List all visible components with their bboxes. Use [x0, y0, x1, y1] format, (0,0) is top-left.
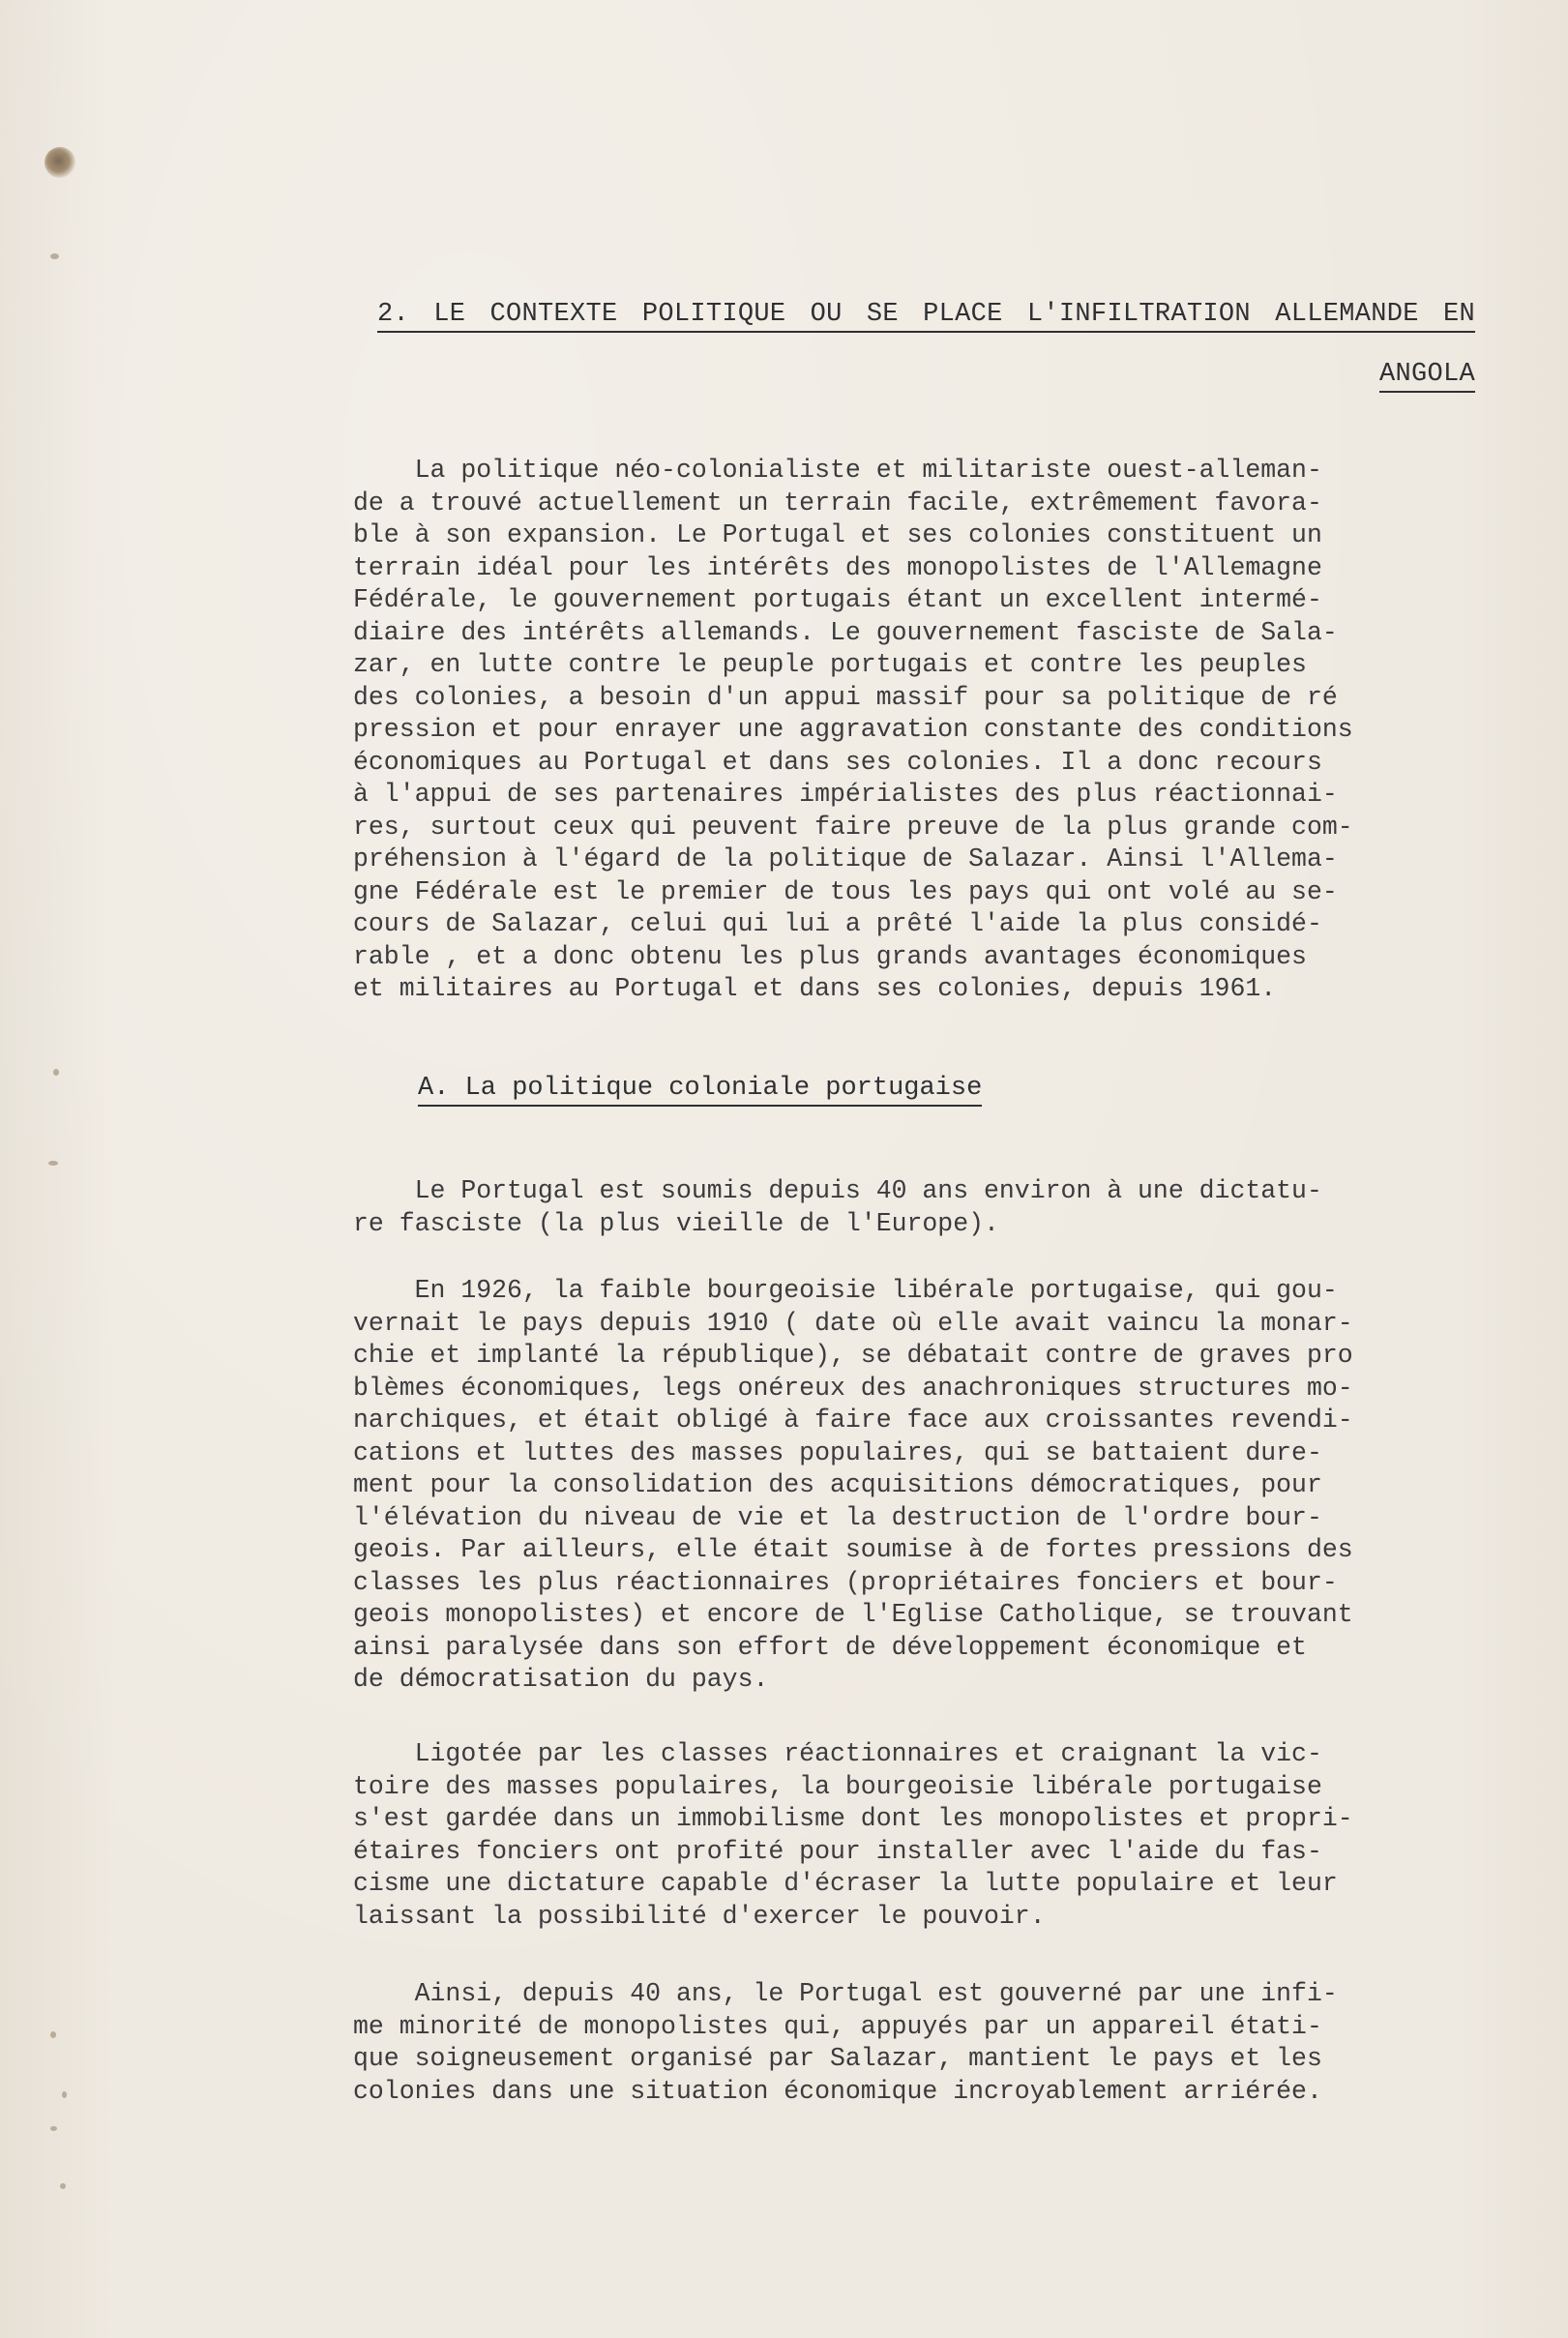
text-line: étaires fonciers ont profité pour installer avec l'aide du fas- — [353, 1836, 1322, 1866]
text-line: Fédérale, le gouvernement portugais étant un excellent intermé- — [353, 585, 1322, 614]
text-line: terrain idéal pour les intérêts des monopolistes de l'Allemagne — [353, 552, 1322, 582]
section-heading-line1 — [377, 300, 1475, 333]
text-line: ble à son expansion. Le Portugal et ses colonies constituent un — [353, 520, 1322, 549]
text-line: vernait le pays depuis 1910 ( date où elle avait vaincu la monar- — [353, 1308, 1353, 1338]
text-line: l'élévation du niveau de vie et la destruction de l'ordre bour- — [353, 1502, 1322, 1532]
heading-word: EN — [1442, 300, 1475, 329]
subsection-heading — [418, 1074, 982, 1103]
text-line: gne Fédérale est le premier de tous les pays qui ont volé au se- — [353, 876, 1338, 906]
text-line: res, surtout ceux qui peuvent faire preuve de la plus grande com- — [353, 812, 1353, 842]
text-line: rable , et a donc obtenu les plus grands avantages économiques — [353, 941, 1307, 971]
text-line: des colonies, a besoin d'un appui massif pour sa politique de ré — [353, 682, 1338, 712]
text-line: geois. Par ailleurs, elle était soumise à de fortes pressions des — [353, 1535, 1353, 1564]
text-line: En 1926, la faible bourgeoisie libérale portugaise, qui gou- — [353, 1276, 1338, 1305]
text-line: ment pour la consolidation des acquisitions démocratiques, pour — [353, 1470, 1322, 1499]
heading-word: CONTEXTE — [489, 300, 618, 329]
text-line: La politique néo-colonialiste et militariste ouest-alleman- — [353, 456, 1322, 485]
text-line: cisme une dictature capable d'écraser la lutte populaire et leur — [353, 1869, 1338, 1898]
heading-word: PLACE — [923, 300, 1003, 329]
text-line: ainsi paralysée dans son effort de développement économique et — [353, 1632, 1307, 1662]
text-line: s'est gardée dans un immobilisme dont les monopolistes et propri- — [353, 1804, 1353, 1833]
heading-word: POLITIQUE — [641, 300, 786, 329]
text-line: de a trouvé actuellement un terrain facile, extrêmement favora- — [353, 488, 1322, 518]
paragraph-intro — [353, 455, 1475, 1006]
paragraph-1926 — [353, 1275, 1475, 1697]
paper-speck — [60, 2183, 66, 2189]
section-heading-line2 — [377, 360, 1475, 389]
text-line: que soigneusement organisé par Salazar, mantient le pays et les — [353, 2044, 1322, 2073]
punch-hole-mark — [44, 147, 75, 178]
heading-word: OU — [810, 300, 843, 329]
text-line: blèmes économiques, legs onéreux des anachroniques structures mo- — [353, 1373, 1353, 1403]
paper-speck — [50, 2126, 57, 2131]
paper-speck — [50, 253, 59, 259]
text-line: préhension à l'égard de la politique de Salazar. Ainsi l'Allema- — [353, 844, 1338, 873]
text-line: cours de Salazar, celui qui lui a prêté l'aide la plus considé- — [353, 909, 1322, 938]
text-line: Ligotée par les classes réactionnaires et craignant la vic- — [353, 1739, 1322, 1768]
paper-speck — [48, 1161, 58, 1166]
text-line: économiques au Portugal et dans ses colonies. Il a donc recours — [353, 747, 1322, 777]
text-line: narchiques, et était obligé à faire face aux croissantes revendi- — [353, 1406, 1353, 1435]
text-line: Le Portugal est soumis depuis 40 ans environ à une dictatu- — [353, 1176, 1322, 1205]
text-line: zar, en lutte contre le peuple portugais et contre les peuples — [353, 650, 1307, 679]
paragraph-dictatorship — [353, 1175, 1475, 1240]
text-line: colonies dans une situation économique incroyablement arriérée. — [353, 2076, 1322, 2106]
text-line: geois monopolistes) et encore de l'Eglise Catholique, se trouvant — [353, 1600, 1353, 1629]
text-line: à l'appui de ses partenaires impérialistes des plus réactionnai- — [353, 780, 1338, 809]
text-line: cations et luttes des masses populaires, qui se battaient dure- — [353, 1437, 1322, 1467]
text-line: pression et pour enrayer une aggravation constante des conditions — [353, 715, 1353, 744]
heading-word: 2. — [377, 300, 410, 329]
heading-word: LE — [433, 300, 466, 329]
text-line: re fasciste (la plus vieille de l'Europe). — [353, 1208, 999, 1238]
text-line: de démocratisation du pays. — [353, 1665, 769, 1694]
heading-word: L'INFILTRATION — [1026, 300, 1251, 329]
paragraph-ainsi — [353, 1978, 1475, 2108]
text-line: et militaires au Portugal et dans ses colonies, depuis 1961. — [353, 974, 1277, 1003]
text-line: classes les plus réactionnaires (propriétaires fonciers et bour- — [353, 1567, 1338, 1597]
section-heading — [377, 300, 1475, 389]
paper-speck — [50, 2031, 56, 2038]
text-line: chie et implanté la république), se débatait contre de graves pro — [353, 1341, 1353, 1370]
text-line: toire des masses populaires, la bourgeoisie libérale portugaise — [353, 1771, 1322, 1801]
text-line: Ainsi, depuis 40 ans, le Portugal est gouverné par une infi- — [353, 1979, 1338, 2008]
heading-word: ALLEMANDE — [1275, 300, 1419, 329]
text-line: me minorité de monopolistes qui, appuyés par un appareil étati- — [353, 2011, 1322, 2041]
paper-speck — [53, 1069, 59, 1076]
text-line: diaire des intérêts allemands. Le gouvernement fasciste de Sala- — [353, 617, 1338, 647]
heading-word: ANGOLA — [1379, 360, 1475, 393]
heading-word: SE — [866, 300, 899, 329]
subsection-heading-text: A. La politique coloniale portugaise — [418, 1074, 982, 1107]
text-line: laissant la possibilité d'exercer le pouvoir. — [353, 1901, 1046, 1931]
paper-speck — [62, 2091, 67, 2098]
paragraph-ligotee — [353, 1738, 1475, 1933]
